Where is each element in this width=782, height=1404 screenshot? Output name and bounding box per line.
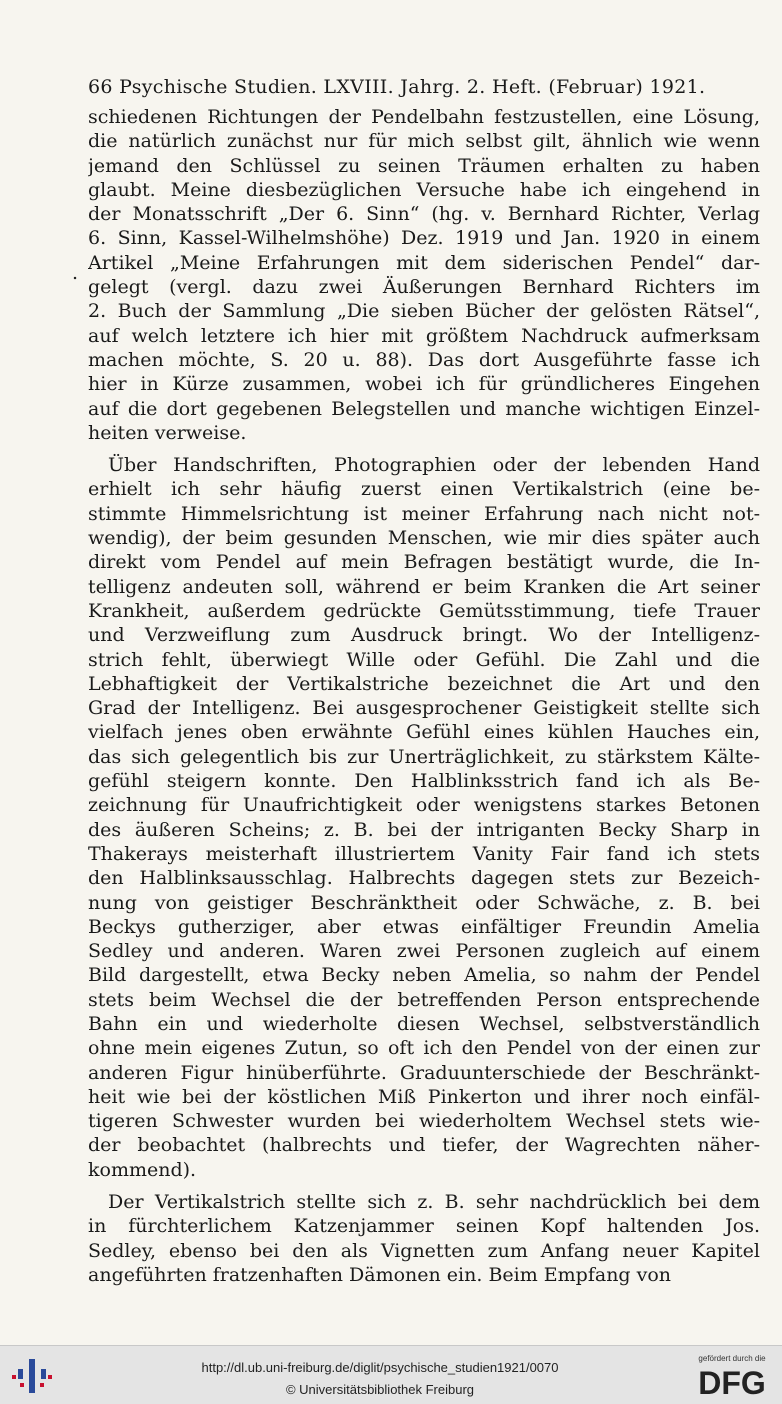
paragraph-gap [88,1182,760,1190]
text-line: Artikel „Meine Erfahrungen mit dem siderischen Pendel“ dar- [88,251,760,274]
text-line: machen möchte, S. 20 u. 88). Das dort Ausgeführte fasse ich [88,348,760,371]
text-line: wendig), der beim gesunden Menschen, wie mir dies später auch [88,527,760,550]
body-text [88,105,760,1287]
running-head: 66 Psychische Studien. LXVIII. Jahrg. 2. Heft. (Februar) 1921. [88,76,706,98]
text-line: strich fehlt, überwiegt Wille oder Gefühl. Die Zahl und die [88,648,760,671]
text-line: stets beim Wechsel die der betreffenden Person entsprechende [88,988,760,1011]
text-line: und Verzweiflung zum Ausdruck bringt. Wo der Intelligenz- [88,624,760,647]
text-line: die natürlich zunächst nur für mich selbst gilt, ähnlich wie wenn [88,130,760,153]
text-line: der Monatsschrift „Der 6. Sinn“ (hg. v. Bernhard Richter, Verlag [88,203,760,226]
dfg-caption: gefördert durch die [698,1354,766,1363]
text-line: Beckys gutherziger, aber etwas einfältiger Freundin Amelia [88,915,760,938]
text-line: direkt vom Pendel auf mein Befragen bestätigt wurde, die In- [88,551,760,574]
text-line: anderen Figur hinüberführte. Graduunterschiede der Beschränkt- [88,1061,760,1084]
text-line: Sedley, ebenso bei den als Vignetten zum Anfang neuer Kapitel [88,1239,760,1262]
text-line: der beobachtet (halbrechts und tiefer, der Wagrechten näher- [88,1134,760,1157]
text-line: telligenz andeuten soll, während er beim Kranken die Art seiner [88,575,760,598]
text-line: Sedley und anderen. Waren zwei Personen zugleich auf einem [88,940,760,963]
text-line: auf die dort gegebenen Belegstellen und manche wichtigen Einzel- [88,397,760,420]
text-line: angeführten fratzenhaften Dämonen ein. Beim Empfang von [88,1263,672,1286]
footer-url-link[interactable]: http://dl.ub.uni-freiburg.de/diglit/psychische_studien1921/0070 [201,1360,559,1375]
text-line: 6. Sinn, Kassel-Wilhelmshöhe) Dez. 1919 und Jan. 1920 in einem [88,227,760,250]
paragraph [88,453,760,1182]
text-line: stimmte Himmelsrichtung ist meiner Erfahrung nach nicht not- [88,502,760,525]
text-line: in fürchterlichem Katzenjammer seinen Kopf haltenden Jos. [88,1215,760,1238]
text-line: glaubt. Meine diesbezüglichen Versuche habe ich eingehend in [88,178,760,201]
library-logo-icon [12,1357,52,1395]
text-line: nung von geistiger Beschränktheit oder Schwäche, z. B. bei [88,891,760,914]
text-line: 2. Buch der Sammlung „Die sieben Bücher der gelösten Rätsel“, [88,300,760,323]
text-line: schiedenen Richtungen der Pendelbahn festzustellen, eine Lösung, [88,106,760,128]
text-line: jemand den Schlüssel zu seinen Träumen erhalten zu haben [88,154,760,177]
text-line: Krankheit, außerdem gedrückte Gemütsstimmung, tiefe Trauer [88,599,760,622]
text-line: Der Vertikalstrich stellte sich z. B. sehr nachdrücklich bei dem [108,1191,760,1214]
footer-copyright: © Universitätsbibliothek Freiburg [285,1382,475,1397]
text-line: gelegt (vergl. dazu zwei Äußerungen Bernhard Richters im [88,276,760,299]
text-line: heit wie bei der köstlichen Miß Pinkerton und ihrer noch einfäl- [88,1085,760,1108]
margin-mark: . [72,262,79,284]
text-line: das sich gelegentlich bis zur Unerträglichkeit, zu stärkstem Kälte- [88,745,760,768]
text-line: auf welch letztere ich hier mit größtem Nachdruck aufmerksam [88,324,760,347]
text-line: Lebhaftigkeit der Vertikalstriche bezeichnet die Art und den [88,672,760,695]
text-line: heiten verweise. [88,421,247,444]
footer-bar [0,1345,782,1404]
text-line: vielfach jenes oben erwähnte Gefühl eines kühlen Hauches ein, [88,721,760,744]
text-line: des äußeren Scheins; z. B. bei der intriganten Becky Sharp in [88,818,760,841]
text-line: Bahn ein und wiederholte diesen Wechsel, selbstverständlich [88,1012,760,1035]
paragraph [88,1190,760,1287]
dfg-logo [688,1354,776,1400]
paragraph [88,105,760,445]
text-line: ohne mein eigenes Zutun, so oft ich den Pendel von der einen zur [88,1037,760,1060]
text-line: den Halblinksausschlag. Halbrechts dagegen stets zur Bezeich- [88,867,760,890]
text-line: Grad der Intelligenz. Bei ausgesprochener Geistigkeit stellte sich [88,697,760,720]
text-line: gefühl steigern konnte. Den Halblinksstrich fand ich als Be- [88,770,760,793]
text-line: Bild dargestellt, etwa Becky neben Amelia, so nahm der Pendel [88,964,760,987]
text-line: Über Handschriften, Photographien oder der lebenden Hand [108,454,760,477]
dfg-logo-text: DFG [698,1365,766,1398]
text-line: tigeren Schwester wurden bei wiederholtem Wechsel stets wie- [88,1110,760,1133]
dfg-logo-icon [690,1364,774,1398]
text-line: Thakerays meisterhaft illustriertem Vanity Fair fand ich stets [88,842,760,865]
paragraph-gap [88,445,760,453]
text-line: zeichnung für Unaufrichtigkeit oder wenigstens starkes Betonen [88,794,760,817]
text-line: kommend). [88,1158,197,1181]
text-line: erhielt ich sehr häufig zuerst einen Vertikalstrich (eine be- [88,478,760,501]
text-line: hier in Kürze zusammen, wobei ich für gründlicheres Eingehen [88,373,760,396]
